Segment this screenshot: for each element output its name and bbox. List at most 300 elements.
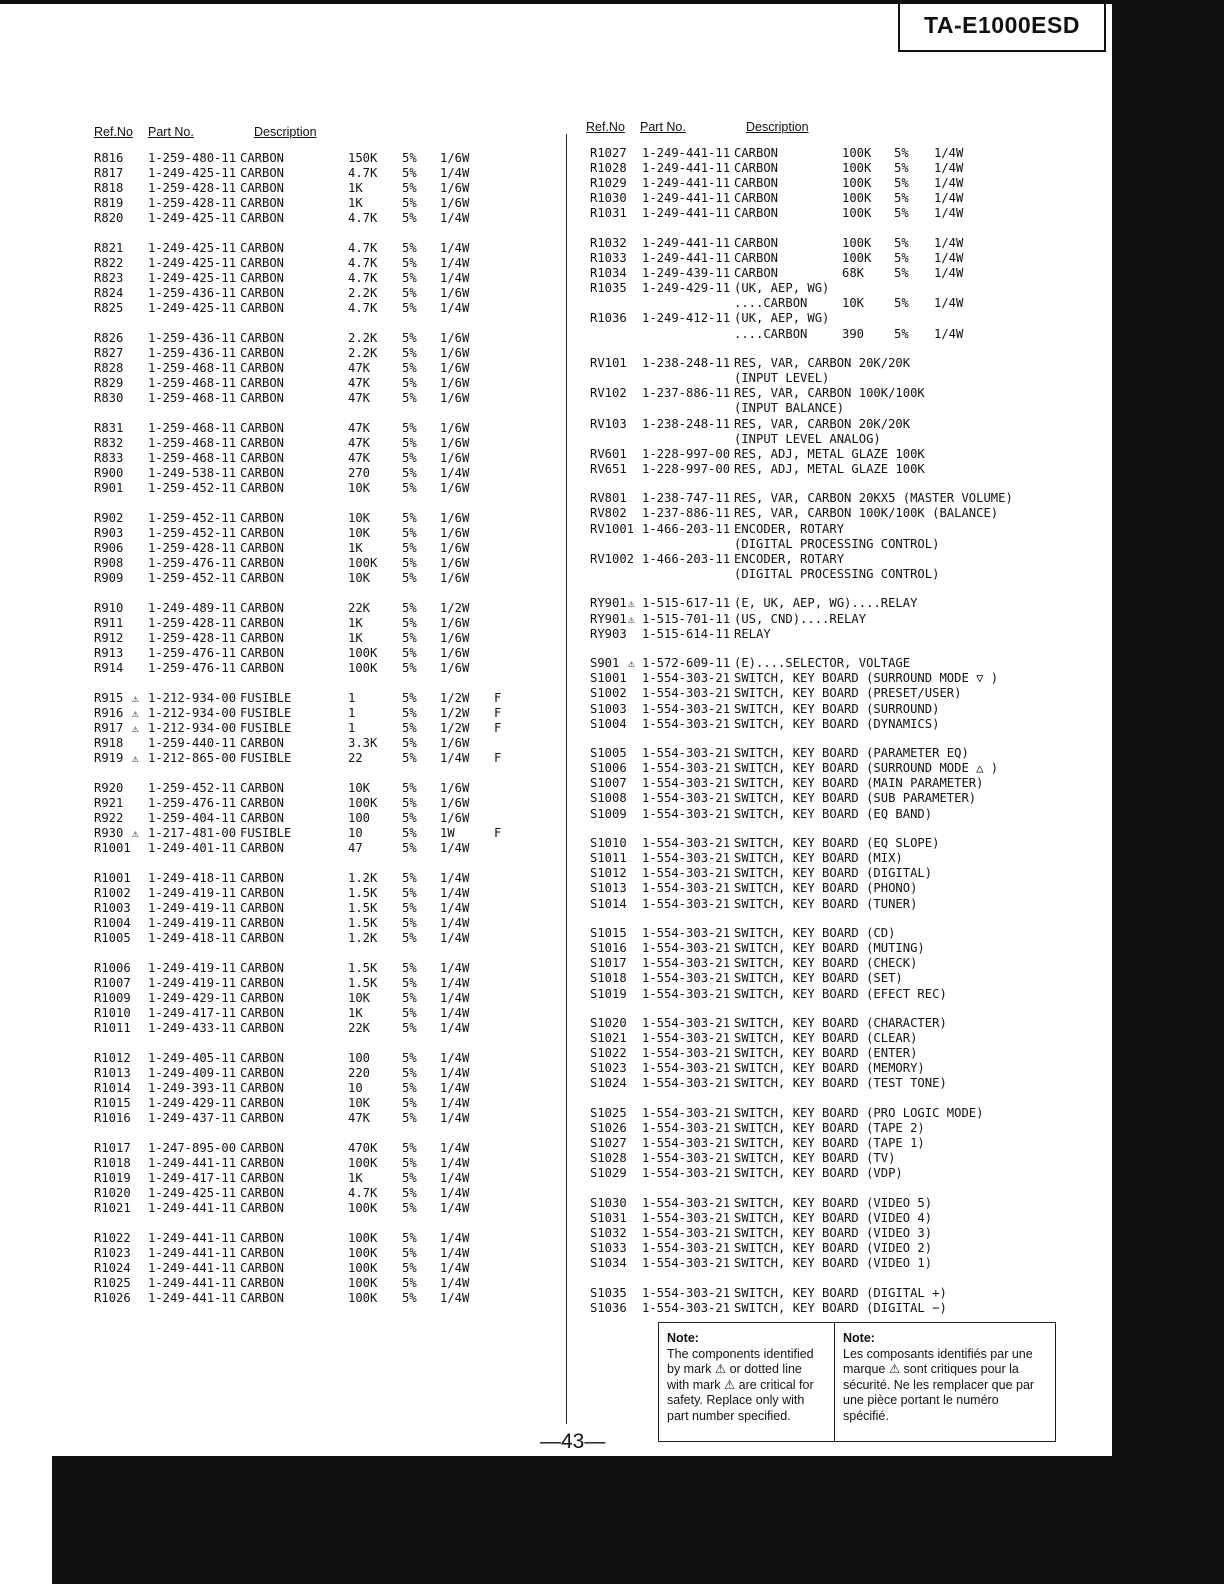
part-row [586, 926, 1056, 941]
part-row [586, 506, 1056, 521]
value: 4.7K [348, 301, 378, 316]
description: CARBON [240, 795, 285, 810]
ref-no: R826 [94, 330, 124, 345]
part-row [94, 631, 534, 646]
tolerance: 5% [402, 600, 417, 615]
description: RES, ADJ, METAL GLAZE 100K [734, 461, 925, 476]
wattage: 1/4W [440, 466, 470, 481]
part-no: 1-554-303-21 [642, 971, 731, 986]
note-text: Les composants identifiés par une marque ⚠ sont critiques pour la sécurité. Ne les remplacer que par une pièce portant le numéro spécifié. [843, 1346, 1035, 1423]
parts-list-left [94, 125, 534, 1306]
wattage: 1/4W [440, 1065, 470, 1080]
part-no: 1-554-303-21 [642, 1211, 731, 1226]
part-no: 1-249-419-11 [148, 975, 237, 990]
part-row [94, 286, 534, 301]
part-no: 1-554-303-21 [642, 1166, 731, 1181]
tolerance: 5% [402, 795, 417, 810]
ref-no: R827 [94, 346, 124, 361]
part-row [586, 1061, 1056, 1076]
wattage: 1/4W [440, 870, 470, 885]
description: SWITCH, KEY BOARD (CD) [734, 926, 896, 941]
header-ref: Ref.No [586, 120, 625, 134]
ref-no: R830 [94, 391, 124, 406]
part-no: 1-228-997-00 [642, 446, 731, 461]
value: 100K [348, 1230, 378, 1245]
wattage: 1/4W [440, 751, 470, 766]
group-spacer [94, 406, 534, 421]
part-no: 1-249-425-11 [148, 1185, 237, 1200]
description: SWITCH, KEY BOARD (MEMORY) [734, 1061, 925, 1076]
wattage: 1/6W [440, 196, 470, 211]
part-no: 1-259-428-11 [148, 631, 237, 646]
part-row [586, 717, 1056, 732]
ref-no: RY903 [590, 626, 627, 641]
part-no: 1-554-303-21 [642, 881, 731, 896]
value: 1.5K [348, 916, 378, 931]
part-no: 1-247-895-00 [148, 1140, 237, 1155]
ref-no: R822 [94, 256, 124, 271]
part-row [94, 271, 534, 286]
note-text: The components identified by mark ⚠ or dotted line with mark ⚠ are critical for safety. Replace only with part number specified. [667, 1346, 814, 1423]
description: (INPUT LEVEL ANALOG) [734, 431, 881, 446]
description: CARBON [240, 525, 285, 540]
description: CARBON [240, 181, 285, 196]
tolerance: 5% [894, 176, 909, 191]
part-row [94, 451, 534, 466]
wattage: 1/4W [440, 990, 470, 1005]
part-row [586, 522, 1056, 537]
ref-no: R1006 [94, 960, 131, 975]
part-no: 1-554-303-21 [642, 896, 731, 911]
description: CARBON [240, 151, 285, 165]
part-no: 1-212-934-00 [148, 721, 237, 735]
wattage: 1/6W [440, 541, 470, 556]
ref-no: R1024 [94, 1260, 131, 1275]
value: 4.7K [348, 240, 378, 255]
group-spacer [586, 732, 1056, 747]
note-title: Note: [667, 1331, 699, 1345]
wattage: 1/6W [440, 181, 470, 196]
description: CARBON [240, 1006, 285, 1020]
description: CARBON [734, 146, 779, 160]
description: CARBON [240, 841, 285, 856]
description: CARBON [240, 736, 285, 751]
part-no: 1-259-476-11 [148, 556, 237, 571]
description: CARBON [240, 196, 285, 211]
part-row [94, 466, 534, 481]
part-no: 1-259-480-11 [148, 151, 237, 165]
group-spacer [586, 1002, 1056, 1017]
value: 1.5K [348, 900, 378, 915]
page-number: —43— [540, 1430, 606, 1453]
value: 100K [348, 661, 378, 676]
ref-no: R1004 [94, 916, 131, 931]
description: FUSIBLE [240, 826, 292, 841]
part-row [94, 151, 534, 166]
tolerance: 5% [402, 256, 417, 271]
ref-no: R908 [94, 556, 124, 571]
ref-no: S1034 [590, 1256, 627, 1271]
value: 10 [348, 826, 363, 841]
tolerance: 5% [402, 646, 417, 661]
value: 22K [348, 1021, 371, 1036]
ref-no: S1016 [590, 941, 627, 956]
description: RES, VAR, CARBON 100K/100K (BALANCE) [734, 506, 999, 521]
wattage: 1/6W [440, 510, 470, 525]
ref-no: R1002 [94, 885, 131, 900]
ref-no: R919 [94, 751, 124, 766]
safety-warning-icon: ⚠ [628, 597, 635, 611]
part-no: 1-249-425-11 [148, 301, 237, 316]
ref-no: R1005 [94, 931, 131, 946]
group-spacer [94, 1126, 534, 1141]
description: SWITCH, KEY BOARD (PRO LOGIC MODE) [734, 1106, 984, 1121]
ref-no: R1034 [590, 266, 627, 281]
safety-note [658, 1322, 1056, 1442]
tolerance: 5% [402, 301, 417, 316]
tolerance: 5% [402, 1006, 417, 1020]
part-row [586, 612, 1056, 627]
group-spacer [586, 221, 1056, 236]
description: SWITCH, KEY BOARD (TAPE 1) [734, 1136, 925, 1151]
tolerance: 5% [402, 466, 417, 481]
part-no: 1-212-934-00 [148, 690, 237, 705]
part-row [94, 1156, 534, 1171]
header-desc: Description [746, 120, 809, 134]
part-no: 1-554-303-21 [642, 1241, 731, 1256]
part-no: 1-554-303-21 [642, 1286, 731, 1300]
part-no: 1-554-303-21 [642, 716, 731, 731]
wattage: 1/4W [440, 1260, 470, 1275]
part-no: 1-259-452-11 [148, 780, 237, 795]
part-row [94, 841, 534, 856]
part-row [94, 1231, 534, 1246]
part-row [94, 421, 534, 436]
part-no: 1-249-441-11 [642, 146, 731, 160]
description: CARBON [240, 1275, 285, 1290]
safety-warning-icon: ⚠ [132, 691, 139, 705]
part-row [586, 251, 1056, 266]
wattage: 1/2W [440, 690, 470, 705]
part-row [94, 1201, 534, 1216]
value: 1.5K [348, 960, 378, 975]
ref-no: S1003 [590, 701, 627, 716]
group-spacer [94, 586, 534, 601]
part-no: 1-554-303-21 [642, 866, 731, 881]
ref-no: R912 [94, 631, 124, 646]
ref-no: R1009 [94, 990, 131, 1005]
value: 100K [842, 191, 872, 206]
safety-warning-icon: ⚠ [628, 657, 635, 671]
part-no: 1-228-997-00 [642, 461, 731, 476]
value: 4.7K [348, 271, 378, 286]
part-row [586, 776, 1056, 791]
part-row [94, 391, 534, 406]
description: SWITCH, KEY BOARD (SURROUND) [734, 701, 940, 716]
part-row [94, 556, 534, 571]
tolerance: 5% [402, 1291, 417, 1305]
wattage: 1/4W [440, 211, 470, 226]
part-no: 1-249-441-11 [148, 1155, 237, 1170]
description: (E, UK, AEP, WG)....RELAY [734, 596, 918, 611]
tolerance: 5% [894, 326, 909, 341]
description: CARBON [240, 900, 285, 915]
ref-no: S1013 [590, 881, 627, 896]
part-row [586, 386, 1056, 401]
group-spacer [586, 642, 1056, 657]
part-no: 1-259-452-11 [148, 571, 237, 586]
part-row [586, 671, 1056, 686]
ref-no: R914 [94, 661, 124, 676]
wattage: 1/6W [440, 451, 470, 466]
description: (UK, AEP, WG) [734, 311, 830, 326]
description: (E)....SELECTOR, VOLTAGE [734, 656, 911, 671]
ref-no: R1033 [590, 251, 627, 266]
description: SWITCH, KEY BOARD (SUB PARAMETER) [734, 791, 977, 806]
wattage: 1/2W [440, 721, 470, 735]
part-row [94, 886, 534, 901]
ref-no: S1022 [590, 1046, 627, 1061]
part-no: 1-212-934-00 [148, 705, 237, 720]
part-row [586, 567, 1056, 582]
description: CARBON [240, 1245, 285, 1260]
tolerance: 5% [402, 1050, 417, 1065]
wattage: 1/6W [440, 151, 470, 165]
ref-no: S1021 [590, 1031, 627, 1046]
part-no: 1-572-609-11 [642, 656, 731, 671]
value: 68K [842, 266, 865, 281]
part-no: 1-249-433-11 [148, 1021, 237, 1036]
part-row [586, 327, 1056, 342]
part-row [94, 1246, 534, 1261]
ref-no: R915 [94, 690, 124, 705]
part-row [94, 601, 534, 616]
part-row [94, 256, 534, 271]
tolerance: 5% [402, 1170, 417, 1185]
description: SWITCH, KEY BOARD (VIDEO 4) [734, 1211, 933, 1226]
description: CARBON [240, 481, 285, 496]
part-no: 1-249-429-11 [148, 990, 237, 1005]
ref-no: S1008 [590, 791, 627, 806]
group-spacer [586, 582, 1056, 597]
fusible-flag: F [494, 705, 502, 720]
part-no: 1-554-303-21 [642, 1106, 731, 1121]
ref-no: RV101 [590, 356, 627, 371]
part-no: 1-249-441-11 [148, 1230, 237, 1245]
part-row [586, 791, 1056, 806]
description: CARBON [240, 256, 285, 271]
tolerance: 5% [402, 1275, 417, 1290]
value: 100K [842, 251, 872, 266]
wattage: 1/4W [440, 931, 470, 946]
wattage: 1/6W [440, 615, 470, 630]
group-spacer [94, 856, 534, 871]
description: RES, VAR, CARBON 100K/100K [734, 386, 925, 401]
part-row [94, 1141, 534, 1156]
description: SWITCH, KEY BOARD (SET) [734, 971, 903, 986]
description: SWITCH, KEY BOARD (SURROUND MODE ▽ ) [734, 671, 999, 686]
tolerance: 5% [402, 271, 417, 286]
wattage: 1/6W [440, 780, 470, 795]
part-row [586, 1016, 1056, 1031]
tolerance: 5% [402, 1260, 417, 1275]
part-row [586, 1151, 1056, 1166]
ref-no: S1019 [590, 986, 627, 1001]
part-row [94, 871, 534, 886]
tolerance: 5% [402, 211, 417, 226]
part-no: 1-259-468-11 [148, 391, 237, 406]
ref-no: R829 [94, 376, 124, 391]
safety-warning-icon: ⚠ [132, 752, 139, 766]
part-no: 1-249-441-11 [642, 176, 731, 191]
part-no: 1-259-468-11 [148, 436, 237, 450]
ref-no: S1004 [590, 716, 627, 731]
part-no: 1-554-303-21 [642, 1121, 731, 1136]
value: 100K [348, 1245, 378, 1260]
wattage: 1/4W [440, 1095, 470, 1110]
ref-no: R1023 [94, 1245, 131, 1260]
description: CARBON [240, 166, 285, 181]
ref-no: R1007 [94, 975, 131, 990]
safety-warning-icon: ⚠ [132, 722, 139, 735]
description: SWITCH, KEY BOARD (MAIN PARAMETER) [734, 776, 984, 791]
description: SWITCH, KEY BOARD (TAPE 2) [734, 1121, 925, 1136]
wattage: 1/6W [440, 646, 470, 661]
wattage: 1/4W [440, 1245, 470, 1260]
ref-no: S1024 [590, 1076, 627, 1091]
ref-no: R1003 [94, 900, 131, 915]
description: CARBON [240, 1065, 285, 1080]
wattage: 1/4W [440, 301, 470, 316]
header-part: Part No. [148, 125, 194, 139]
safety-warning-icon: ⚠ [132, 706, 139, 720]
group-spacer [586, 1182, 1056, 1197]
description: CARBON [240, 361, 285, 376]
description: SWITCH, KEY BOARD (MUTING) [734, 941, 925, 956]
ref-no: R1029 [590, 176, 627, 191]
wattage: 1/6W [440, 736, 470, 751]
ref-no: S1029 [590, 1166, 627, 1181]
part-no: 1-259-468-11 [148, 361, 237, 376]
part-row [586, 702, 1056, 717]
wattage: 1/4W [440, 271, 470, 286]
tolerance: 5% [402, 1201, 417, 1216]
description: CARBON [734, 251, 779, 266]
description: ENCODER, ROTARY [734, 551, 845, 566]
part-no: 1-249-425-11 [148, 271, 237, 286]
value: 100K [348, 1155, 378, 1170]
description: SWITCH, KEY BOARD (EQ BAND) [734, 806, 933, 821]
ref-no: R1030 [590, 191, 627, 206]
wattage: 1/4W [440, 1185, 470, 1200]
value: 100K [348, 1201, 378, 1216]
description: CARBON [734, 235, 779, 250]
description: CARBON [240, 780, 285, 795]
description: SWITCH, KEY BOARD (TUNER) [734, 896, 918, 911]
value: 100 [348, 1050, 371, 1065]
description: SWITCH, KEY BOARD (EQ SLOPE) [734, 836, 940, 851]
description: CARBON [240, 451, 285, 466]
description: CARBON [240, 1291, 285, 1305]
part-no: 1-237-886-11 [642, 506, 731, 521]
part-row [586, 1286, 1056, 1301]
wattage: 1/6W [440, 330, 470, 345]
ref-no: R1012 [94, 1050, 131, 1065]
part-row [94, 166, 534, 181]
part-no: 1-249-538-11 [148, 466, 237, 481]
wattage: 1/4W [440, 975, 470, 990]
description: SWITCH, KEY BOARD (PRESET/USER) [734, 686, 962, 701]
tolerance: 5% [402, 376, 417, 391]
ref-no: R921 [94, 795, 124, 810]
ref-no: R903 [94, 525, 124, 540]
description: CARBON [240, 916, 285, 931]
wattage: 1/2W [440, 600, 470, 615]
part-row [586, 1256, 1056, 1271]
value: 100K [842, 161, 872, 176]
ref-no: R820 [94, 211, 124, 226]
description: CARBON [240, 376, 285, 391]
ref-no: S1030 [590, 1196, 627, 1211]
ref-no: R1019 [94, 1170, 131, 1185]
part-row [586, 897, 1056, 912]
ref-no: RV802 [590, 506, 627, 521]
part-no: 1-259-404-11 [148, 810, 237, 825]
ref-no: S1002 [590, 686, 627, 701]
description: RELAY [734, 626, 771, 641]
wattage: 1/4W [440, 1230, 470, 1245]
ref-no: S1025 [590, 1106, 627, 1121]
group-spacer [586, 822, 1056, 837]
part-no: 1-249-437-11 [148, 1111, 237, 1126]
description: SWITCH, KEY BOARD (VDP) [734, 1166, 903, 1181]
part-row [586, 206, 1056, 221]
description: (INPUT LEVEL) [734, 371, 830, 386]
part-row [586, 146, 1056, 161]
description: FUSIBLE [240, 690, 292, 705]
fusible-flag: F [494, 690, 502, 705]
description: CARBON [240, 1260, 285, 1275]
description: CARBON [734, 191, 779, 206]
wattage: 1/4W [440, 1155, 470, 1170]
ref-no: R906 [94, 541, 124, 556]
tolerance: 5% [402, 571, 417, 586]
ref-no: R1035 [590, 281, 627, 296]
description: CARBON [240, 931, 285, 946]
tolerance: 5% [894, 235, 909, 250]
group-spacer [94, 1036, 534, 1051]
part-row [94, 751, 534, 766]
part-row [586, 1241, 1056, 1256]
ref-no: RV601 [590, 446, 627, 461]
value: 10K [348, 571, 371, 586]
description: CARBON [240, 391, 285, 406]
description: CARBON [734, 161, 779, 176]
tolerance: 5% [894, 296, 909, 311]
group-spacer [94, 496, 534, 511]
wattage: 1/4W [440, 1201, 470, 1216]
wattage: 1/6W [440, 346, 470, 361]
part-no: 1-238-248-11 [642, 416, 731, 431]
part-row [586, 807, 1056, 822]
part-row [586, 971, 1056, 986]
right-scan-edge [1112, 0, 1224, 1584]
wattage: 1/4W [934, 251, 964, 266]
tolerance: 5% [402, 166, 417, 181]
description: CARBON [240, 240, 285, 255]
part-row [586, 311, 1056, 326]
description: CARBON [240, 271, 285, 286]
